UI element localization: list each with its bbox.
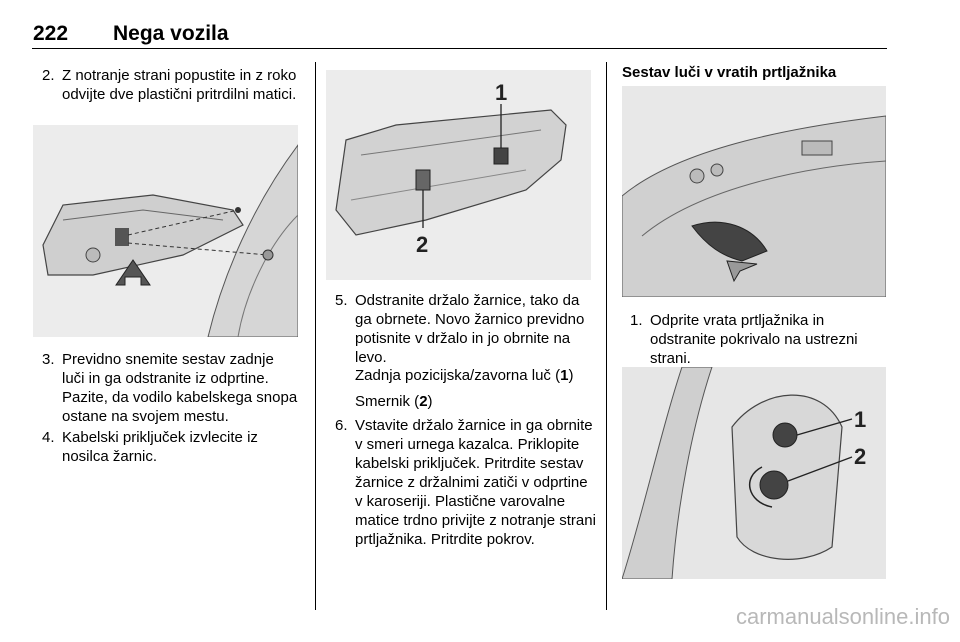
step-6 <box>335 416 597 549</box>
step-5 <box>335 291 597 367</box>
step-number: 4. <box>42 429 55 446</box>
note-end: ) <box>427 393 433 410</box>
note-end: ) <box>568 367 574 384</box>
note-ref: 2 <box>419 393 428 410</box>
watermark: carmanualsonline.info <box>735 604 950 629</box>
column-divider <box>606 62 607 610</box>
header-rule <box>32 48 887 49</box>
step-number: 6. <box>335 417 348 434</box>
step-text: Odstranite držalo žarnice, tako da ga obrnete. Novo žarnico previdno potisnite v držalo in jo obrnite na levo. <box>355 292 585 366</box>
note-tail-brake-light <box>355 366 597 385</box>
step-text: Previdno snemite sestav zadnje luči in ga odstranite iz odprtine. Pazite, da vodilo kabelskega snopa ostane na svojem mestu. <box>62 351 298 425</box>
note-ref: 1 <box>560 367 569 384</box>
note-turn-signal <box>355 392 597 411</box>
figure-callout-1: 1 <box>854 407 867 432</box>
step-text: Odprite vrata prtljažnika in odstranite pokrivalo na ustrezni strani. <box>650 312 858 367</box>
step-number: 2. <box>42 67 55 84</box>
step-2 <box>42 66 300 104</box>
step-text: Vstavite držalo žarnice in ga obrnite v smeri urnega kazalca. Priklopite kabelski priključek. Pritrdite sestav žarnice z držalnimi zatiči v odprtine v karoseriji. Plastične varovalne matice trdno privijte z notranje strani prtljažnika. Pritrdite pokrov. <box>355 417 596 548</box>
bulb-holder-illustration <box>326 70 591 280</box>
figure-callout-2: 2 <box>854 444 867 469</box>
page-number: 222 <box>33 22 69 45</box>
figure-callout-2: 2 <box>416 232 429 257</box>
step-3 <box>42 350 300 426</box>
step-4 <box>42 428 300 466</box>
note-text: Smernik ( <box>355 393 420 410</box>
step-number: 3. <box>42 351 55 368</box>
taillight-removal-figure <box>33 125 298 337</box>
column-divider <box>315 62 316 610</box>
figure-callout-1: 1 <box>495 80 508 105</box>
step-text: Z notranje strani popustite in z roko odvijte dve plastični pritrdilni matici. <box>62 67 297 103</box>
bulb-holder-figure <box>326 70 591 280</box>
step-text: Kabelski priključek izvlecite iz nosilca žarnic. <box>62 429 258 465</box>
step-number: 5. <box>335 292 348 309</box>
taillight-removal-illustration <box>33 125 298 337</box>
tailgate-illustration <box>622 86 886 297</box>
section-title: Nega vozila <box>113 22 229 45</box>
tailgate-bulb-figure <box>622 367 886 579</box>
step-number: 1. <box>630 312 643 329</box>
tailgate-figure <box>622 86 886 297</box>
sub-heading: Sestav luči v vratih prtljažnika <box>622 64 837 81</box>
note-text: Zadnja pozicijska/zavorna luč ( <box>355 367 561 384</box>
tailgate-bulb-illustration <box>622 367 886 579</box>
step-1 <box>630 311 886 368</box>
